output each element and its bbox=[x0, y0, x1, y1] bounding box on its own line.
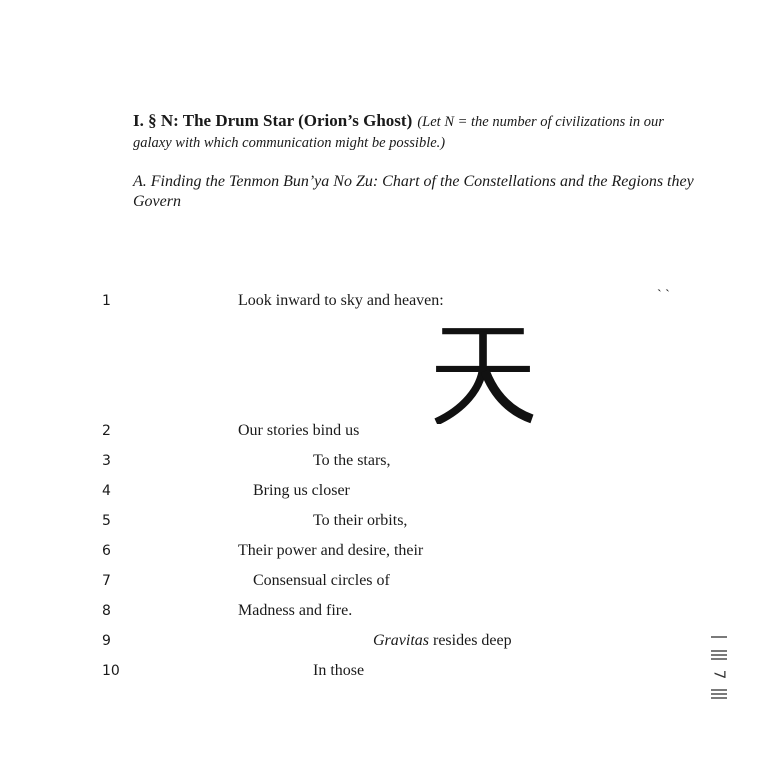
page-number: 7 bbox=[710, 669, 729, 680]
line-text: Madness and fire. bbox=[238, 602, 353, 619]
section-heading bbox=[133, 111, 698, 153]
poem-line-6 bbox=[0, 540, 690, 562]
stray-mark: ` ` bbox=[657, 288, 670, 303]
section-title: I. § N: The Drum Star (Orion’s Ghost) bbox=[133, 111, 413, 130]
line-text-rest: resides deep bbox=[429, 632, 512, 649]
page-folio bbox=[706, 636, 732, 706]
line-text: Consensual circles of bbox=[253, 572, 390, 589]
poem-line-10 bbox=[0, 660, 690, 682]
poem-line-1 bbox=[0, 290, 690, 312]
line-text: Their power and desire, their bbox=[238, 542, 424, 559]
poem-line-4 bbox=[0, 480, 690, 502]
line-text: In those bbox=[313, 662, 365, 679]
poem-line-5 bbox=[0, 510, 690, 532]
ten-heaven-kanji-icon bbox=[432, 322, 534, 424]
line-number: 6 bbox=[102, 543, 111, 559]
line-text: To the stars, bbox=[313, 452, 391, 469]
line-text: Look inward to sky and heaven: bbox=[238, 292, 444, 309]
line-text: Bring us closer bbox=[253, 482, 350, 499]
poem-line-3 bbox=[0, 450, 690, 472]
line-text bbox=[373, 630, 512, 652]
line-text: Our stories bind us bbox=[238, 422, 360, 439]
line-text: To their orbits, bbox=[313, 512, 408, 529]
line-number: 7 bbox=[102, 573, 111, 589]
poem-line-7 bbox=[0, 570, 690, 592]
line-number: 1 bbox=[102, 293, 111, 309]
poem-line-2 bbox=[0, 420, 690, 442]
poem-line-9 bbox=[0, 630, 690, 652]
line-number: 10 bbox=[102, 663, 120, 679]
section-note: (Let N = the number of civilizations in our galaxy with which communication might be possible.) bbox=[133, 114, 664, 151]
poem-line-8 bbox=[0, 600, 690, 622]
line-emphasis: Gravitas bbox=[373, 632, 429, 649]
line-number: 5 bbox=[102, 513, 111, 529]
line-number: 2 bbox=[102, 423, 111, 439]
line-number: 9 bbox=[102, 633, 111, 649]
line-number: 3 bbox=[102, 453, 111, 469]
line-number: 8 bbox=[102, 603, 111, 619]
subsection-heading: A. Finding the Tenmon Bun’ya No Zu: Chart of the Constellations and the Regions they Govern bbox=[133, 173, 694, 210]
line-number: 4 bbox=[102, 483, 111, 499]
